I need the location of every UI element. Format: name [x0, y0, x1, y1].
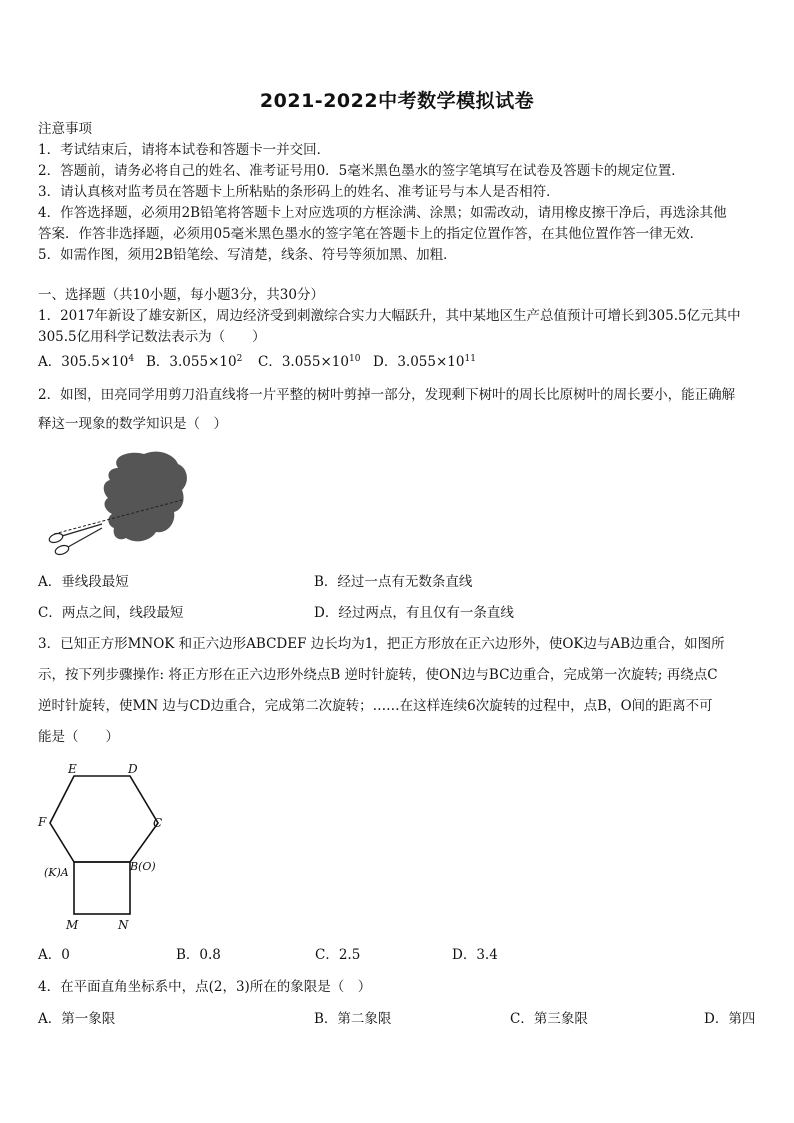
- notice-item-4-cont: 答案．作答非选择题，必须用05毫米黑色墨水的签字笔在答题卡上的指定位置作答，在其他位置作答一律无效．: [38, 226, 704, 242]
- q3-option-a: A．0: [38, 947, 70, 963]
- notice-item-1: 1．考试结束后，请将本试卷和答题卡一并交回．: [38, 142, 331, 158]
- label-e: E: [68, 762, 77, 776]
- q3-stem-line-4: 能是（ ）: [38, 729, 119, 745]
- hexagon-square-figure: [36, 758, 176, 936]
- notice-item-2: 2．答题前，请务必将自己的姓名、准考证号用0．5毫米黑色墨水的签字笔填写在试卷及答题卡的规定位置．: [38, 163, 685, 179]
- q3-option-c: C．2.5: [315, 947, 361, 963]
- notice-item-4: 4．作答选择题，必须用2B铅笔将答题卡上对应选项的方框涂满、涂黑；如需改动，请用橡皮擦干净后，再选涂其他: [38, 205, 727, 221]
- q3-option-b: B．0.8: [176, 947, 221, 963]
- square-mnok: [74, 862, 130, 914]
- leaf-scissors-figure: [40, 446, 200, 566]
- q1-option-d: D．$3.055\times 10^{11}$: [373, 354, 476, 370]
- q4-option-b: B．第二象限: [314, 1011, 392, 1027]
- q3-stem-line-2: 示，按下列步骤操作: 将正方形在正六边形外绕点B 逆时针旋转，使ON边与BC边重合，完成第一次旋转; 再绕点C: [38, 667, 718, 683]
- label-f: F: [38, 815, 47, 829]
- leaf-shape: [104, 452, 187, 542]
- q1-option-c: C．$3.055\times 10^{10}$: [258, 354, 361, 370]
- q4-option-c: C．第三象限: [510, 1011, 588, 1027]
- notice-item-3: 3．请认真核对监考员在答题卡上所粘贴的条形码上的姓名、准考证号与本人是否相符．: [38, 184, 560, 200]
- q2-option-c: C．两点之间，线段最短: [38, 605, 184, 621]
- q3-stem-line-1: 3．已知正方形MNOK 和正六边形ABCDEF 边长均为1，把正方形放在正六边形外，使OK边与AB边重合，如图所: [38, 636, 725, 652]
- q1-stem-line-1: 1．2017年新设了雄安新区，周边经济受到刺激综合实力大幅跃升，其中某地区生产总值预计可增长到305.5亿元其中: [38, 308, 741, 324]
- exam-title: 2021-2022中考数学模拟试卷: [259, 90, 535, 112]
- label-m: M: [66, 918, 79, 932]
- notice-heading: 注意事项: [38, 121, 92, 137]
- q3-stem-line-3: 逆时针旋转，使MN 边与CD边重合，完成第二次旋转；……在这样连续6次旋转的过程中，点B，O间的距离不可: [38, 698, 713, 714]
- q1-option-a: A．$305.5\times 10^4$: [38, 354, 135, 370]
- label-bo: B(O): [130, 860, 156, 873]
- section-heading: 一、选择题（共10小题，每小题3分，共30分）: [38, 287, 324, 303]
- q2-option-d: D．经过两点，有且仅有一条直线: [314, 605, 514, 621]
- q2-stem-line-1: 2．如图，田亮同学用剪刀沿直线将一片平整的树叶剪掉一部分，发现剩下树叶的周长比原树叶的周长要小，能正确解: [38, 387, 736, 403]
- q1-option-b: B．$3.055\times 10^2$: [146, 354, 243, 370]
- label-c: C: [153, 816, 163, 830]
- q4-stem: 4．在平面直角坐标系中，点(2，3)所在的象限是（ ）: [38, 979, 372, 995]
- q2-stem-line-2: 释这一现象的数学知识是（ ）: [38, 416, 227, 432]
- label-n: N: [118, 918, 129, 932]
- label-ka: (K)A: [44, 866, 69, 879]
- q4-option-d: D．第四: [704, 1011, 756, 1027]
- notice-item-5: 5．如需作图，须用2B铅笔绘、写清楚，线条、符号等须加黑、加粗．: [38, 247, 457, 263]
- label-d: D: [128, 762, 138, 776]
- q1-stem-line-2: 305.5亿用科学记数法表示为（ ）: [38, 329, 266, 345]
- q2-option-b: B．经过一点有无数条直线: [314, 574, 473, 590]
- q2-option-a: A．垂线段最短: [38, 574, 129, 590]
- regular-hexagon: [50, 776, 158, 862]
- q4-option-a: A．第一象限: [38, 1011, 116, 1027]
- q3-option-d: D．3.4: [452, 947, 498, 963]
